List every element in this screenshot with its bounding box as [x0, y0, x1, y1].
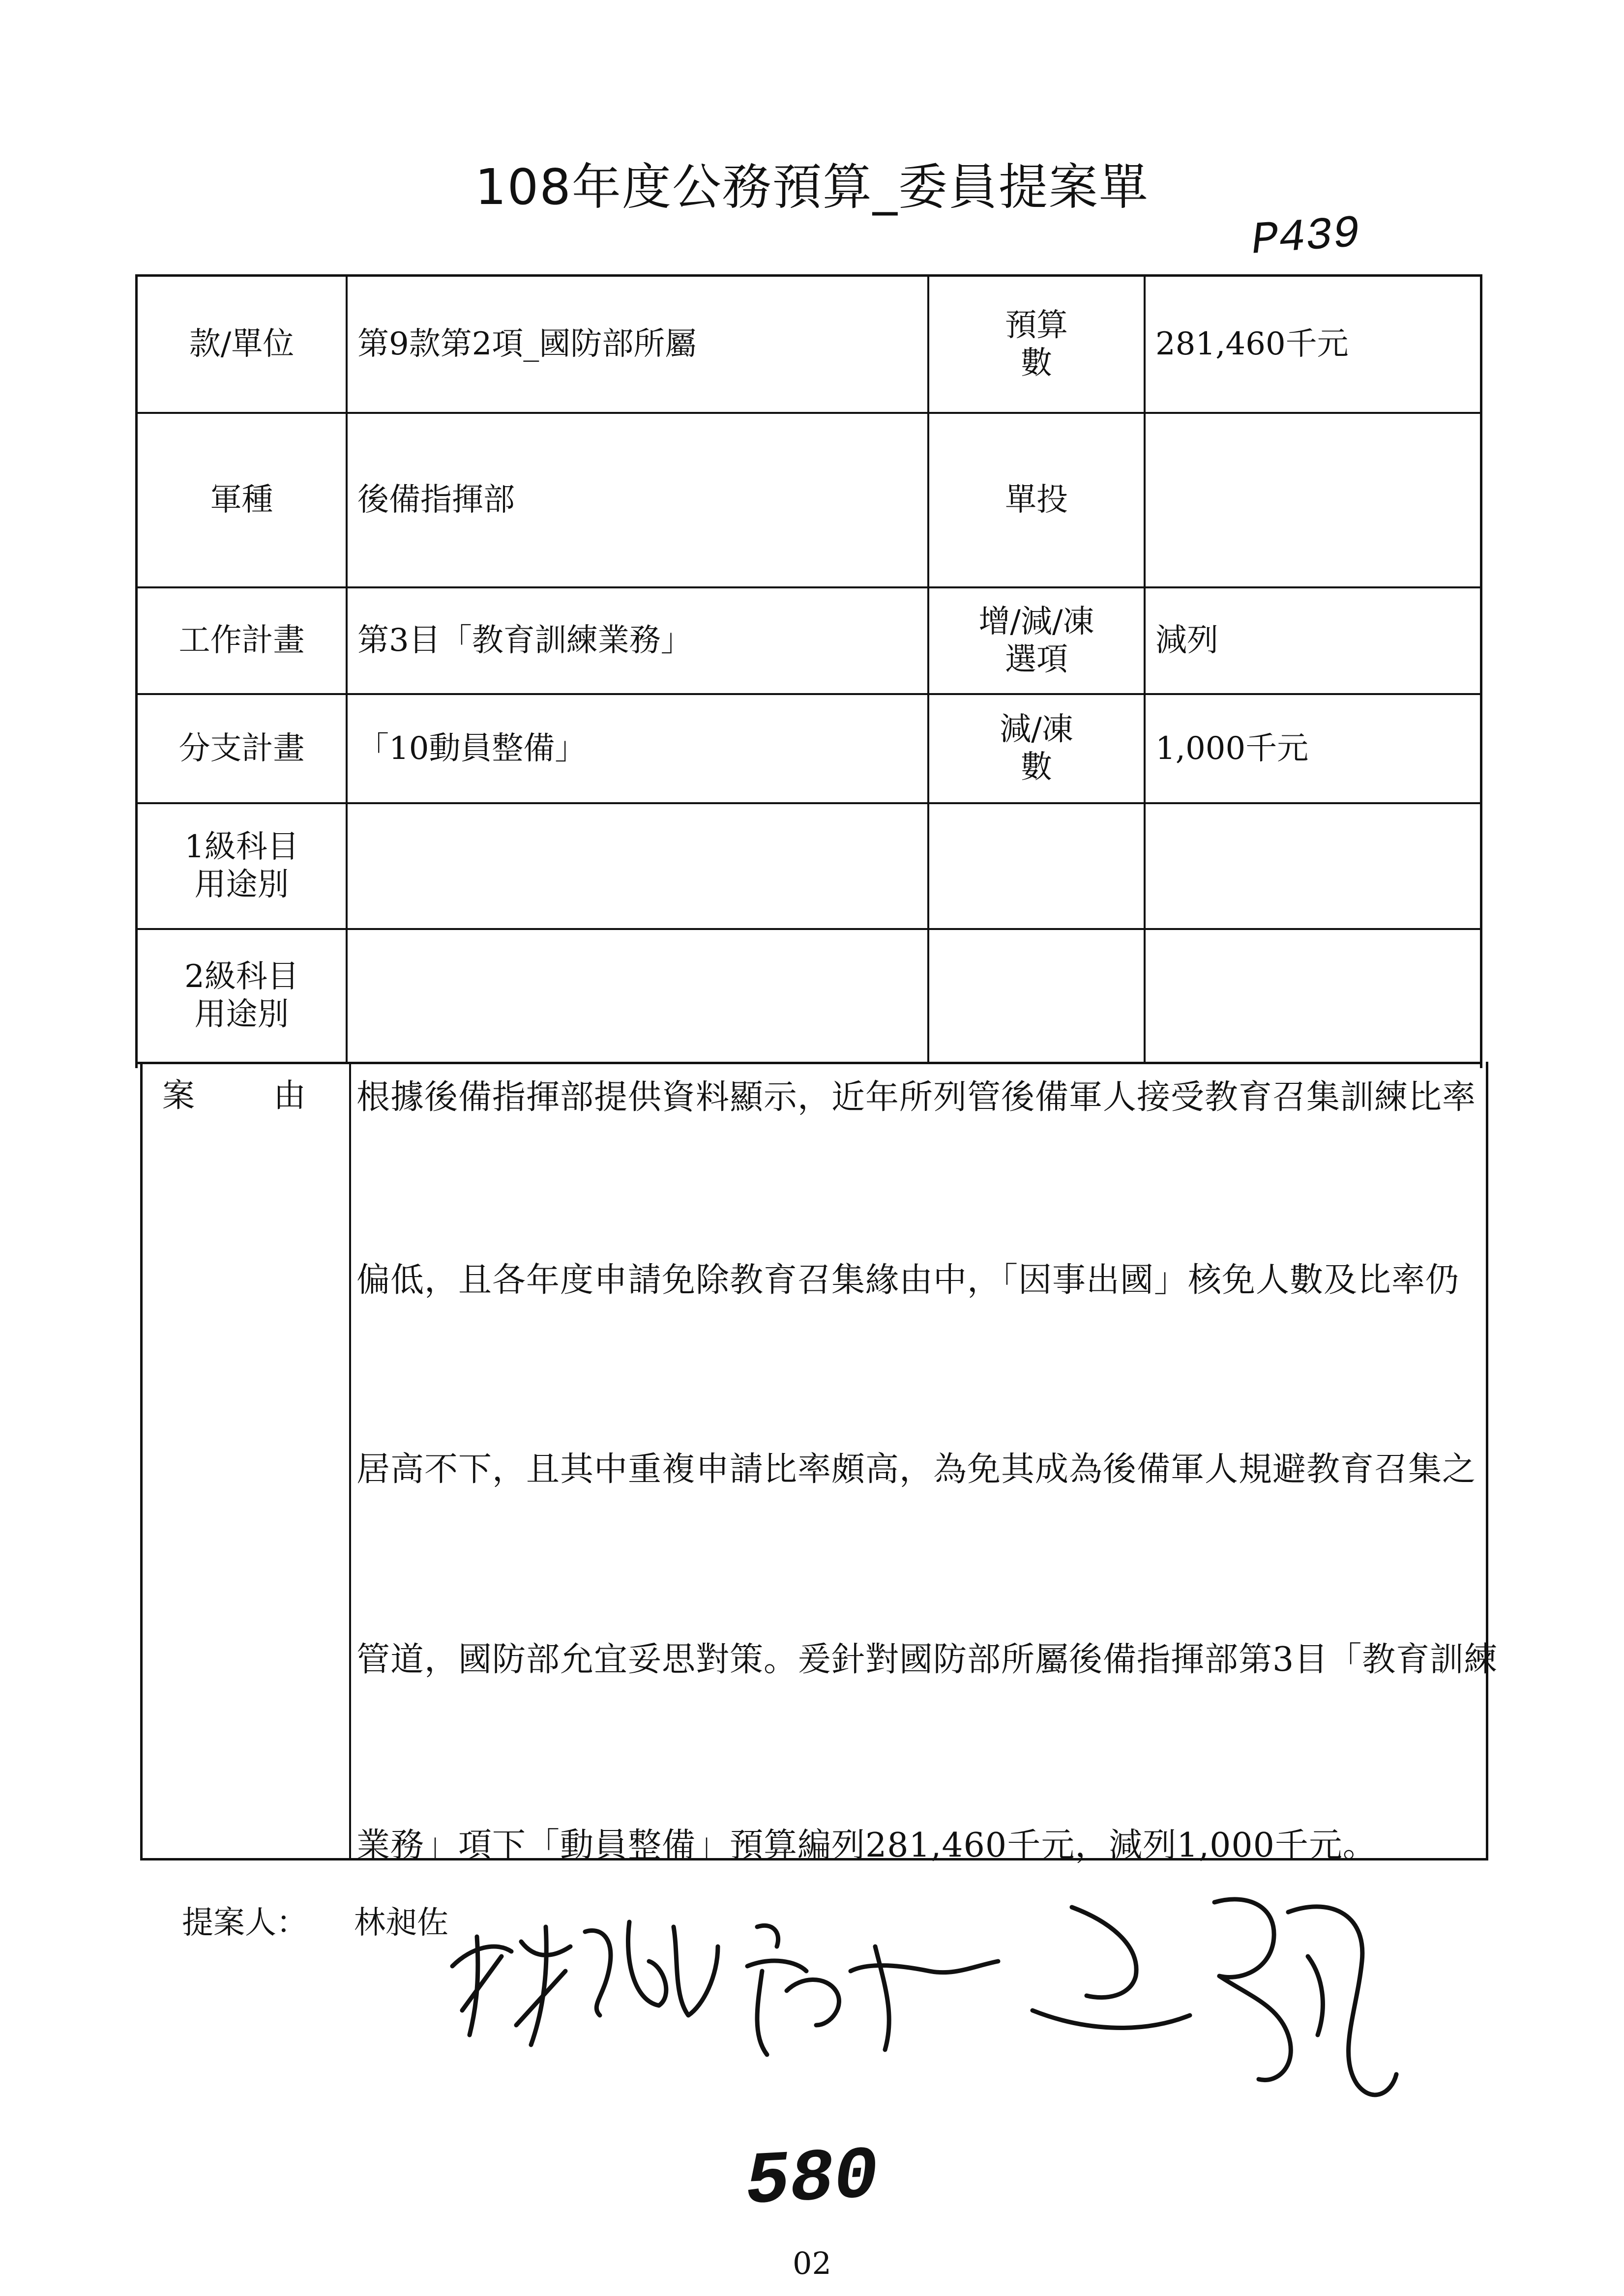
proposer-label: 提案人：: [182, 1905, 308, 1941]
signature-stroke: [747, 1925, 998, 2055]
reason-line: 居高不下，且其中重複申請比率頗高，為免其成為後備軍人規避教育召集之: [356, 1450, 1476, 1489]
reason-column-divider: [349, 1062, 351, 1860]
reason-line: 業務」項下「動員整備」預算編列281,460千元，減列1,000千元。: [356, 1826, 1377, 1865]
row-label-work-plan: 工作計畫: [178, 622, 305, 659]
row-label-service: 軍種: [210, 482, 273, 519]
table-border-right: [1480, 274, 1482, 1068]
row-label-reduction-amount: 減/凍 數: [1000, 711, 1073, 785]
row-label-unit-investment: 單投: [1005, 482, 1068, 519]
page-number: 02: [793, 2245, 831, 2281]
reason-line: 管道，國防部允宜妥思對策。爰針對國防部所屬後備指揮部第3目「教育訓練: [356, 1640, 1498, 1679]
row-value-reduction-amount: 1,000千元: [1155, 730, 1309, 767]
row-label-option: 增/減/凍 選項: [978, 603, 1094, 678]
row-label-branch-plan: 分支計畫: [178, 730, 305, 767]
row-value-option: 減列: [1155, 622, 1218, 659]
row-value-unit-investment: [1146, 414, 1480, 586]
reason-line: 根據後備指揮部提供資料顯示，近年所列管後備軍人接受教育召集訓練比率: [356, 1078, 1476, 1117]
row-value-work-plan: 第3目「教育訓練業務」: [357, 622, 692, 659]
row-label-budget-amount: 預算 數: [1005, 307, 1068, 381]
proposer-name: 林昶佐: [354, 1905, 448, 1941]
row-divider: [135, 1062, 1482, 1064]
row-value-budget-amount: 281,460千元: [1155, 326, 1349, 363]
row-label-budget-unit: 款/單位: [189, 326, 295, 363]
row-label-level2-subject: 2級科目 用途別: [184, 959, 299, 1033]
page-title: 108年度公務預算_委員提案單: [475, 158, 1149, 216]
handwritten-page-reference: P439: [1249, 207, 1362, 267]
reason-label-char: 由: [273, 1076, 306, 1114]
row-value-level1-subject: [348, 804, 927, 928]
reason-border-left: [140, 1062, 143, 1860]
reason-border-right: [1486, 1062, 1488, 1860]
reason-label-char: 案: [162, 1076, 195, 1114]
row-value-level2-subject: [348, 930, 927, 1062]
signature-stroke: [1033, 1899, 1396, 2095]
reason-label: [162, 1069, 306, 1116]
signature-stroke: [452, 1922, 718, 2045]
handwritten-number-text: 580: [743, 2135, 881, 2225]
row-value-service: 後備指揮部: [357, 482, 515, 519]
reason-line: 偏低，且各年度申請免除教育召集緣由中，「因事出國」核免人數及比率仍: [356, 1261, 1460, 1300]
row-label-level1-subject: 1級科目 用途別: [184, 829, 299, 903]
row-value-branch-plan: 「10動員整備」: [357, 730, 587, 767]
handwritten-signatures: [443, 1848, 1401, 2123]
handwritten-number: [0, 2135, 1624, 2225]
row-value-budget-unit: 第9款第2項_國防部所屬: [357, 326, 697, 363]
